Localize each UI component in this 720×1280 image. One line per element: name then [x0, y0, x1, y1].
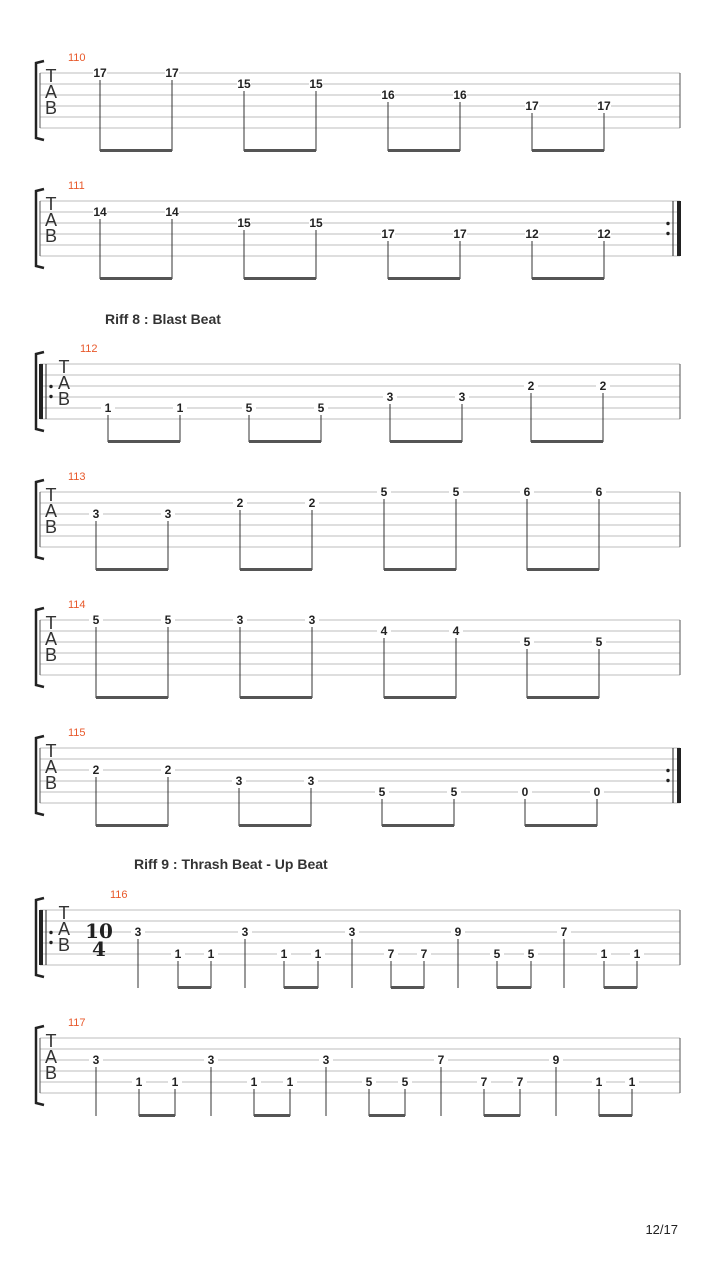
fret-number: 17 — [165, 66, 179, 80]
fret-number: 1 — [600, 947, 608, 961]
fret-number: 1 — [628, 1075, 636, 1089]
tab-letter-t: T — [45, 1031, 57, 1051]
note-beam — [178, 986, 211, 989]
fret-number: 14 — [165, 205, 179, 219]
tab-system-112 — [36, 343, 680, 443]
note-beam — [284, 986, 318, 989]
fret-number: 3 — [92, 1053, 100, 1067]
repeat-end-thick-bar — [677, 748, 681, 803]
fret-number: 3 — [235, 774, 243, 788]
fret-number: 5 — [452, 485, 460, 499]
note-beam — [532, 149, 604, 152]
fret-number: 17 — [597, 99, 611, 113]
fret-number: 5 — [245, 401, 253, 415]
note-beam — [240, 696, 312, 699]
fret-number: 7 — [560, 925, 568, 939]
tab-letter-b: B — [57, 389, 71, 409]
fret-number: 0 — [521, 785, 529, 799]
fret-number: 1 — [207, 947, 215, 961]
fret-number: 3 — [164, 507, 172, 521]
note-beam — [531, 440, 603, 443]
note-beam — [388, 149, 460, 152]
repeat-dot — [49, 385, 52, 388]
repeat-dot — [49, 931, 52, 934]
note-beam — [390, 440, 462, 443]
section-label: Riff 9 : Thrash Beat - Up Beat — [134, 856, 328, 872]
note-beam — [484, 1114, 520, 1117]
note-beam — [382, 824, 454, 827]
fret-number: 1 — [174, 947, 182, 961]
repeat-dot — [666, 779, 669, 782]
tab-system-117 — [36, 1017, 680, 1117]
tab-letter-a: A — [44, 501, 58, 521]
note-beam — [527, 696, 599, 699]
tab-letter-a: A — [44, 210, 58, 230]
page-number: 12/17 — [645, 1222, 678, 1237]
note-beam — [239, 824, 311, 827]
fret-number: 2 — [236, 496, 244, 510]
fret-number: 9 — [552, 1053, 560, 1067]
measure-number: 116 — [110, 889, 128, 901]
fret-number: 2 — [308, 496, 316, 510]
fret-number: 2 — [527, 379, 535, 393]
fret-number: 15 — [237, 77, 251, 91]
fret-number: 6 — [523, 485, 531, 499]
tab-letter-t: T — [45, 741, 57, 761]
fret-number: 4 — [452, 624, 460, 638]
tab-system-111 — [36, 180, 681, 280]
fret-number: 3 — [236, 613, 244, 627]
repeat-dot — [49, 941, 52, 944]
measure-number: 112 — [80, 343, 98, 355]
fret-number: 5 — [380, 485, 388, 499]
note-beam — [249, 440, 321, 443]
note-beam — [244, 149, 316, 152]
tab-system-110 — [36, 52, 680, 152]
fret-number: 17 — [525, 99, 539, 113]
fret-number: 7 — [387, 947, 395, 961]
tab-letter-a: A — [44, 757, 58, 777]
fret-number: 16 — [381, 88, 395, 102]
tab-letter-t: T — [45, 66, 57, 86]
fret-number: 2 — [599, 379, 607, 393]
measure-number: 114 — [68, 599, 86, 611]
fret-number: 7 — [437, 1053, 445, 1067]
fret-number: 3 — [348, 925, 356, 939]
tab-letter-t: T — [45, 613, 57, 633]
fret-number: 5 — [164, 613, 172, 627]
fret-number: 5 — [378, 785, 386, 799]
note-beam — [244, 277, 316, 280]
tab-system-115 — [36, 727, 681, 827]
note-beam — [96, 824, 168, 827]
tab-system-113 — [36, 471, 680, 571]
fret-number: 16 — [453, 88, 467, 102]
tab-letter-t: T — [45, 485, 57, 505]
note-beam — [96, 696, 168, 699]
fret-number: 5 — [523, 635, 531, 649]
tab-letter-a: A — [44, 629, 58, 649]
fret-number: 12 — [525, 227, 539, 241]
note-beam — [369, 1114, 405, 1117]
tab-letter-a: A — [44, 1047, 58, 1067]
fret-number: 1 — [135, 1075, 143, 1089]
tab-letter-b: B — [44, 517, 58, 537]
fret-number: 1 — [286, 1075, 294, 1089]
tab-letter-a: A — [57, 373, 71, 393]
repeat-dot — [666, 232, 669, 235]
fret-number: 3 — [241, 925, 249, 939]
measure-number: 117 — [68, 1017, 86, 1029]
repeat-dot — [49, 395, 52, 398]
fret-number: 17 — [93, 66, 107, 80]
fret-number: 3 — [458, 390, 466, 404]
fret-number: 1 — [171, 1075, 179, 1089]
note-beam — [599, 1114, 632, 1117]
fret-number: 15 — [309, 216, 323, 230]
time-signature-numerator: 10 — [85, 919, 113, 943]
fret-number: 1 — [250, 1075, 258, 1089]
note-beam — [388, 277, 460, 280]
fret-number: 17 — [453, 227, 467, 241]
fret-number: 3 — [134, 925, 142, 939]
fret-number: 3 — [322, 1053, 330, 1067]
note-beam — [254, 1114, 290, 1117]
note-beam — [497, 986, 531, 989]
measure-number: 115 — [68, 727, 86, 739]
fret-number: 15 — [237, 216, 251, 230]
fret-number: 3 — [307, 774, 315, 788]
fret-number: 1 — [280, 947, 288, 961]
repeat-start-thick-bar — [39, 910, 43, 965]
note-beam — [532, 277, 604, 280]
fret-number: 5 — [493, 947, 501, 961]
fret-number: 5 — [317, 401, 325, 415]
note-beam — [96, 568, 168, 571]
fret-number: 2 — [92, 763, 100, 777]
fret-number: 3 — [92, 507, 100, 521]
fret-number: 15 — [309, 77, 323, 91]
tab-letter-t: T — [58, 357, 70, 377]
fret-number: 12 — [597, 227, 611, 241]
fret-number: 7 — [516, 1075, 524, 1089]
fret-number: 3 — [386, 390, 394, 404]
tab-letter-b: B — [44, 98, 58, 118]
note-beam — [240, 568, 312, 571]
measure-number: 110 — [68, 52, 86, 64]
fret-number: 1 — [104, 401, 112, 415]
fret-number: 4 — [380, 624, 388, 638]
tab-letter-a: A — [57, 919, 71, 939]
fret-number: 1 — [633, 947, 641, 961]
fret-number: 0 — [593, 785, 601, 799]
fret-number: 9 — [454, 925, 462, 939]
note-beam — [527, 568, 599, 571]
tab-letter-t: T — [58, 903, 70, 923]
fret-number: 2 — [164, 763, 172, 777]
fret-number: 5 — [450, 785, 458, 799]
fret-number: 5 — [92, 613, 100, 627]
measure-number: 113 — [68, 471, 86, 483]
time-signature-denominator: 4 — [92, 937, 106, 961]
note-beam — [384, 568, 456, 571]
tab-letter-b: B — [44, 226, 58, 246]
fret-number: 7 — [420, 947, 428, 961]
repeat-dot — [666, 769, 669, 772]
note-beam — [100, 149, 172, 152]
section-label: Riff 8 : Blast Beat — [105, 311, 221, 327]
fret-number: 7 — [480, 1075, 488, 1089]
fret-number: 14 — [93, 205, 107, 219]
fret-number: 1 — [314, 947, 322, 961]
tab-letter-b: B — [44, 773, 58, 793]
fret-number: 1 — [176, 401, 184, 415]
repeat-dot — [666, 222, 669, 225]
tab-letter-t: T — [45, 194, 57, 214]
repeat-start-thick-bar — [39, 364, 43, 419]
fret-number: 6 — [595, 485, 603, 499]
fret-number: 5 — [595, 635, 603, 649]
fret-number: 3 — [207, 1053, 215, 1067]
tab-letter-a: A — [44, 82, 58, 102]
fret-number: 5 — [365, 1075, 373, 1089]
note-beam — [100, 277, 172, 280]
tab-system-114 — [36, 599, 680, 699]
note-beam — [525, 824, 597, 827]
measure-number: 111 — [68, 180, 85, 192]
tab-system-116 — [36, 889, 680, 989]
repeat-end-thick-bar — [677, 201, 681, 256]
fret-number: 1 — [595, 1075, 603, 1089]
fret-number: 3 — [308, 613, 316, 627]
note-beam — [391, 986, 424, 989]
note-beam — [384, 696, 456, 699]
note-beam — [604, 986, 637, 989]
tab-letter-b: B — [44, 645, 58, 665]
note-beam — [139, 1114, 175, 1117]
fret-number: 5 — [527, 947, 535, 961]
tab-letter-b: B — [44, 1063, 58, 1083]
fret-number: 5 — [401, 1075, 409, 1089]
fret-number: 17 — [381, 227, 395, 241]
note-beam — [108, 440, 180, 443]
tab-letter-b: B — [57, 935, 71, 955]
